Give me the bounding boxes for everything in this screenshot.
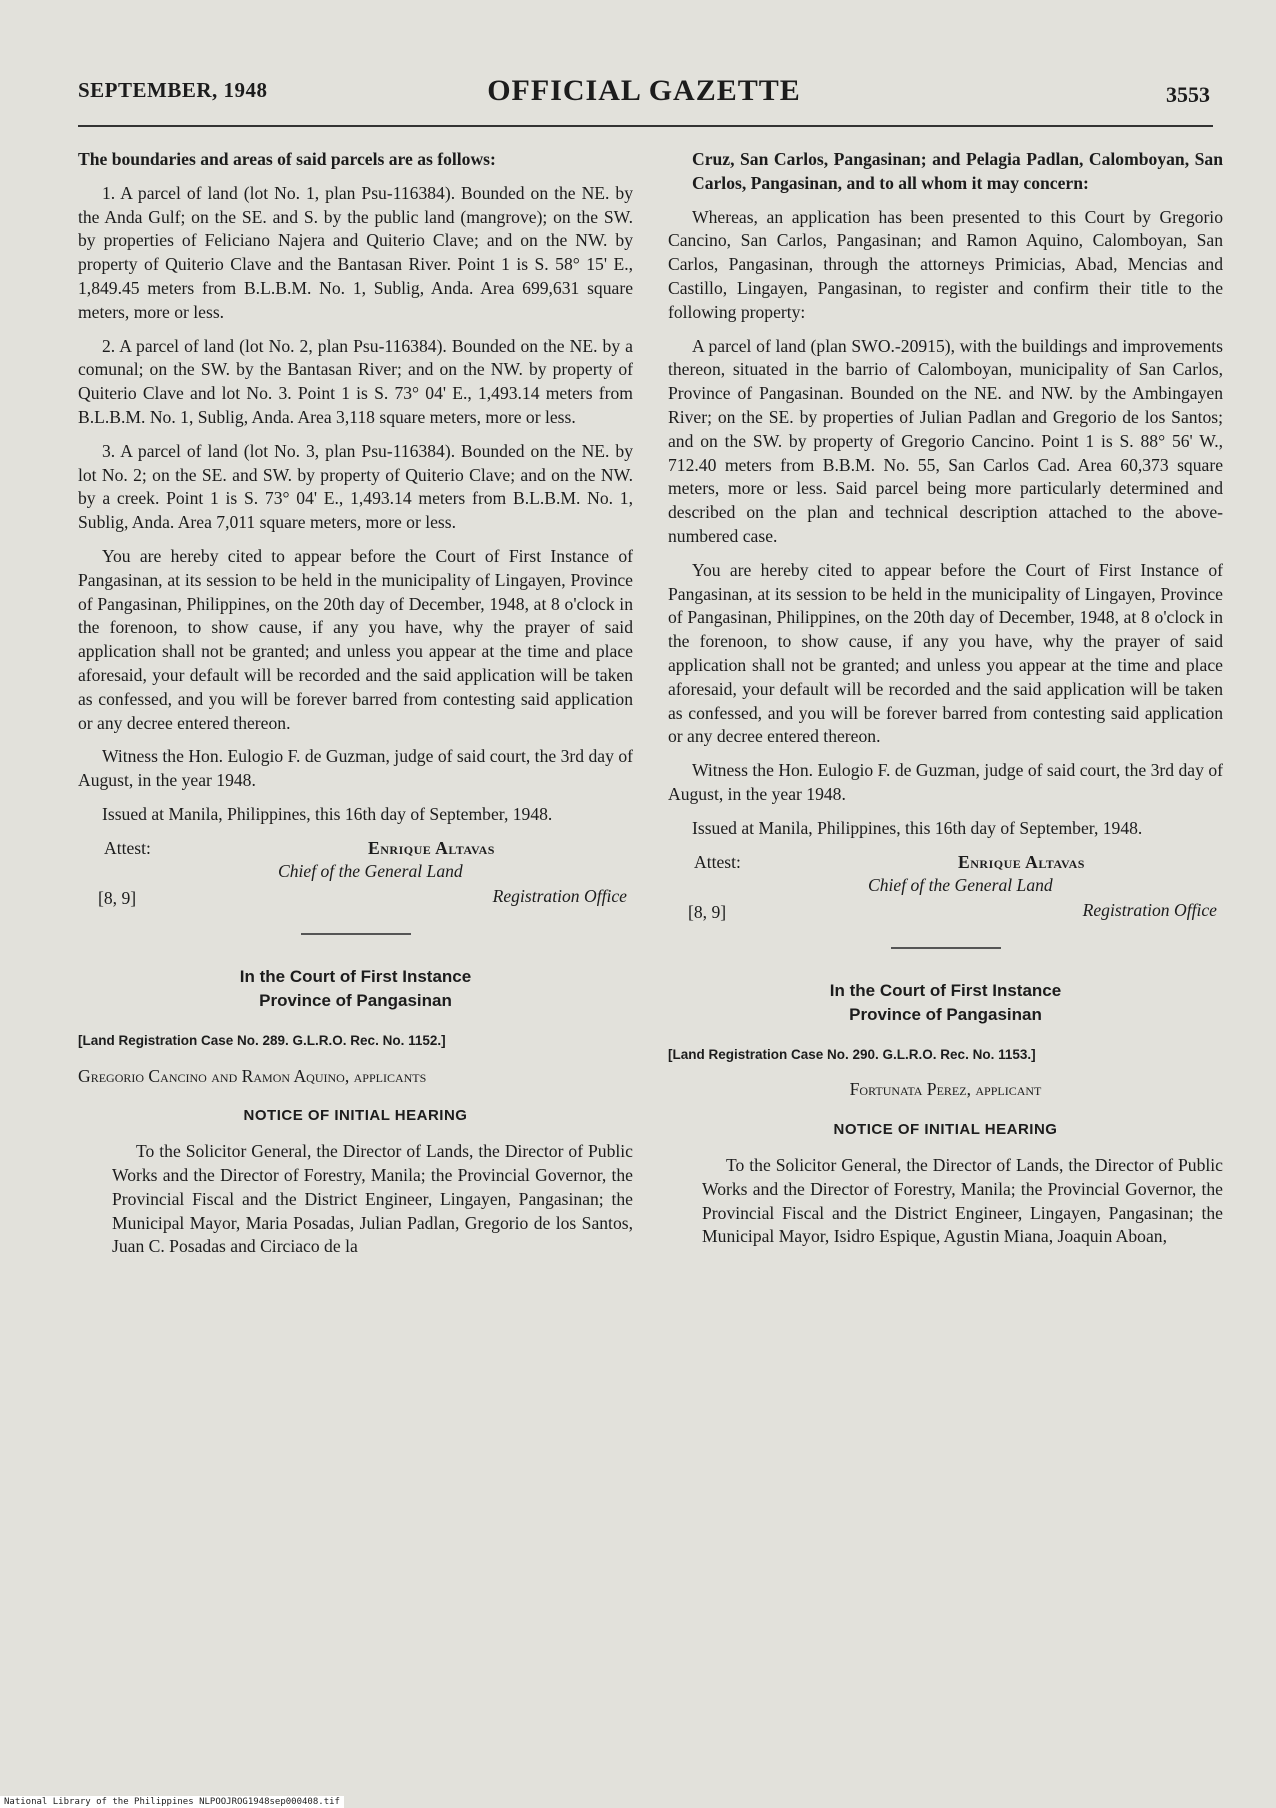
court-heading	[78, 965, 633, 1013]
page-header	[78, 74, 1210, 118]
parcel-paragraph: 1. A parcel of land (lot No. 1, plan Psu-116384). Bounded on the NE. by the Anda Gulf; on the SE. and S. by the public land (mangrove); on the SW. by properties of Feliciano Najera and Quiterio Clave; and on the NW. by property of Quiterio Clave and the Bantasan River. Point 1 is S. 58° 15' E., 1,849.45 meters from B.L.B.M. No. 1, Sublig, Anda. Area 699,631 square meters, more or less.	[78, 182, 633, 322]
court-name: In the Court of First Instance	[829, 980, 1062, 1000]
publication-ref: [8, 9]	[688, 901, 727, 922]
court-name: In the Court of First Instance	[239, 966, 472, 986]
case-number: [Land Registration Case No. 290. G.L.R.O. Rec. No. 1153.]	[668, 1046, 1036, 1062]
court-heading	[668, 979, 1223, 1027]
address-continuation: Cruz, San Carlos, Pangasinan; and Pelagia Padlan, Calomboyan, San Carlos, Pangasinan, and to all whom it may concern:	[692, 149, 1223, 193]
section-divider	[891, 947, 1001, 949]
citation-paragraph: You are hereby cited to appear before the Court of First Instance of Pangasinan, at its session to be held in the municipality of Lingayen, Province of Pangasinan, Philippines, on the 20th day of December, 1948, at 8 o'clock in the forenoon, to show cause, if any you have, why the prayer of said application shall not be granted; and unless you appear at the time and place aforesaid, your default will be recorded and the said application will be taken as confessed, and you will be forever barred from contesting said application or any decree entered thereon.	[78, 545, 633, 733]
attest-name: Enrique Altavas	[958, 851, 1085, 872]
issued-paragraph: Issued at Manila, Philippines, this 16th day of September, 1948.	[692, 817, 1143, 838]
right-column	[668, 148, 1223, 1259]
header-date: SEPTEMBER, 1948	[78, 78, 268, 102]
section-divider	[301, 933, 411, 935]
attestation-block	[668, 851, 1223, 939]
court-province: Province of Pangasinan	[259, 990, 452, 1010]
parcel-paragraph: 3. A parcel of land (lot No. 3, plan Psu-116384). Bounded on the NE. by lot No. 2; on the SE. and SW. by property of Quiterio Clave; and on the NW. by a creek. Point 1 is S. 73° 04' E., 1,493.14 meters from B.L.B.M. No. 1, Sublig, Anda. Area 7,011 square meters, more or less.	[78, 440, 633, 533]
attest-title-line2: Registration Office	[1082, 899, 1217, 920]
witness-paragraph: Witness the Hon. Eulogio F. de Guzman, judge of said court, the 3rd day of August, in the year 1948.	[668, 760, 1223, 804]
address-paragraph: To the Solicitor General, the Director of Lands, the Director of Public Works and the Director of Forestry, Manila; the Provincial Governor, the Provincial Fiscal and the District Engineer, Lingayen, Pangasinan; the Municipal Mayor, Maria Posadas, Julian Padlan, Gregorio de los Santos, Juan C. Posadas and Circiaco de la	[112, 1141, 633, 1257]
applicant-line: Fortunata Perez, applicant	[849, 1079, 1042, 1100]
left-column	[78, 148, 633, 1269]
case-number: [Land Registration Case No. 289. G.L.R.O. Rec. No. 1152.]	[78, 1032, 446, 1048]
header-title: OFFICIAL GAZETTE	[487, 74, 801, 107]
publication-ref: [8, 9]	[98, 887, 137, 908]
header-rule	[78, 125, 1213, 127]
notice-heading: NOTICE OF INITIAL HEARING	[833, 1121, 1058, 1139]
attest-label: Attest:	[694, 851, 741, 872]
applicants-line: Gregorio Cancino and Ramon Aquino, applicants	[78, 1065, 427, 1086]
attest-name: Enrique Altavas	[368, 837, 495, 858]
witness-paragraph: Witness the Hon. Eulogio F. de Guzman, judge of said court, the 3rd day of August, in the year 1948.	[78, 746, 633, 791]
issued-paragraph: Issued at Manila, Philippines, this 16th day of September, 1948.	[102, 803, 553, 824]
attestation-block	[78, 837, 633, 925]
court-province: Province of Pangasinan	[849, 1004, 1042, 1024]
attest-title-line2: Registration Office	[492, 885, 627, 906]
attest-label: Attest:	[104, 837, 151, 858]
address-paragraph: To the Solicitor General, the Director of Lands, the Director of Public Works and the Director of Forestry, Manila; the Provincial Governor, the Provincial Fiscal and the District Engineer, Lingayen, Pangasinan; the Municipal Mayor, Isidro Espique, Agustin Miana, Joaquin Aboan,	[702, 1154, 1223, 1247]
boundaries-intro: The boundaries and areas of said parcels are as follows:	[78, 149, 496, 169]
page-number: 3553	[1166, 82, 1210, 107]
attest-title-line1: Chief of the General Land	[868, 874, 1053, 895]
parcel-paragraph: A parcel of land (plan SWO.-20915), with the buildings and improvements thereon, situated in the barrio of Calomboyan, municipality of San Carlos, Province of Pangasinan. Bounded on the NE. and NW. by the Ambingayen River; on the SE. by properties of Julian Padlan and Gregorio de los Santos; and on the SW. by property of Gregorio Cancino. Point 1 is S. 88° 56' W., 712.40 meters from B.B.M. No. 55, San Carlos Cad. Area 60,373 square meters, more or less. Said parcel being more particularly determined and described on the plan and technical description attached to the above-numbered case.	[668, 335, 1223, 546]
attest-title-line1: Chief of the General Land	[278, 860, 463, 881]
parcel-paragraph: 2. A parcel of land (lot No. 2, plan Psu-116384). Bounded on the NE. by a comunal; on the SW. by the Bantasan River; and on the NW. by property of Quiterio Clave and lot No. 3. Point 1 is S. 73° 04' E., 1,493.14 meters from B.L.B.M. No. 1, Sublig, Anda. Area 3,118 square meters, more or less.	[78, 335, 633, 427]
scan-footer: National Library of the Philippines NLPOOJROG1948sep000408.tif	[0, 1796, 344, 1808]
citation-paragraph: You are hereby cited to appear before the Court of First Instance of Pangasinan, at its session to be held in the municipality of Lingayen, Province of Pangasinan, Philippines, on the 20th day of December, 1948, at 8 o'clock in the forenoon, to show cause, if any you have, why the prayer of said application shall not be granted; and unless you appear at the time and place aforesaid, your default will be recorded and the said application will be taken as confessed, and you will be forever barred from contesting said application or any decree entered thereon.	[668, 559, 1223, 747]
notice-heading: NOTICE OF INITIAL HEARING	[243, 1107, 468, 1125]
whereas-paragraph: Whereas, an application has been presented to this Court by Gregorio Cancino, San Carlos, Pangasinan; and Ramon Aquino, Calomboyan, San Carlos, Pangasinan, through the attorneys Primicias, Abad, Mencias and Castillo, Lingayen, Pangasinan, to register and confirm their title to the following property:	[668, 206, 1223, 322]
